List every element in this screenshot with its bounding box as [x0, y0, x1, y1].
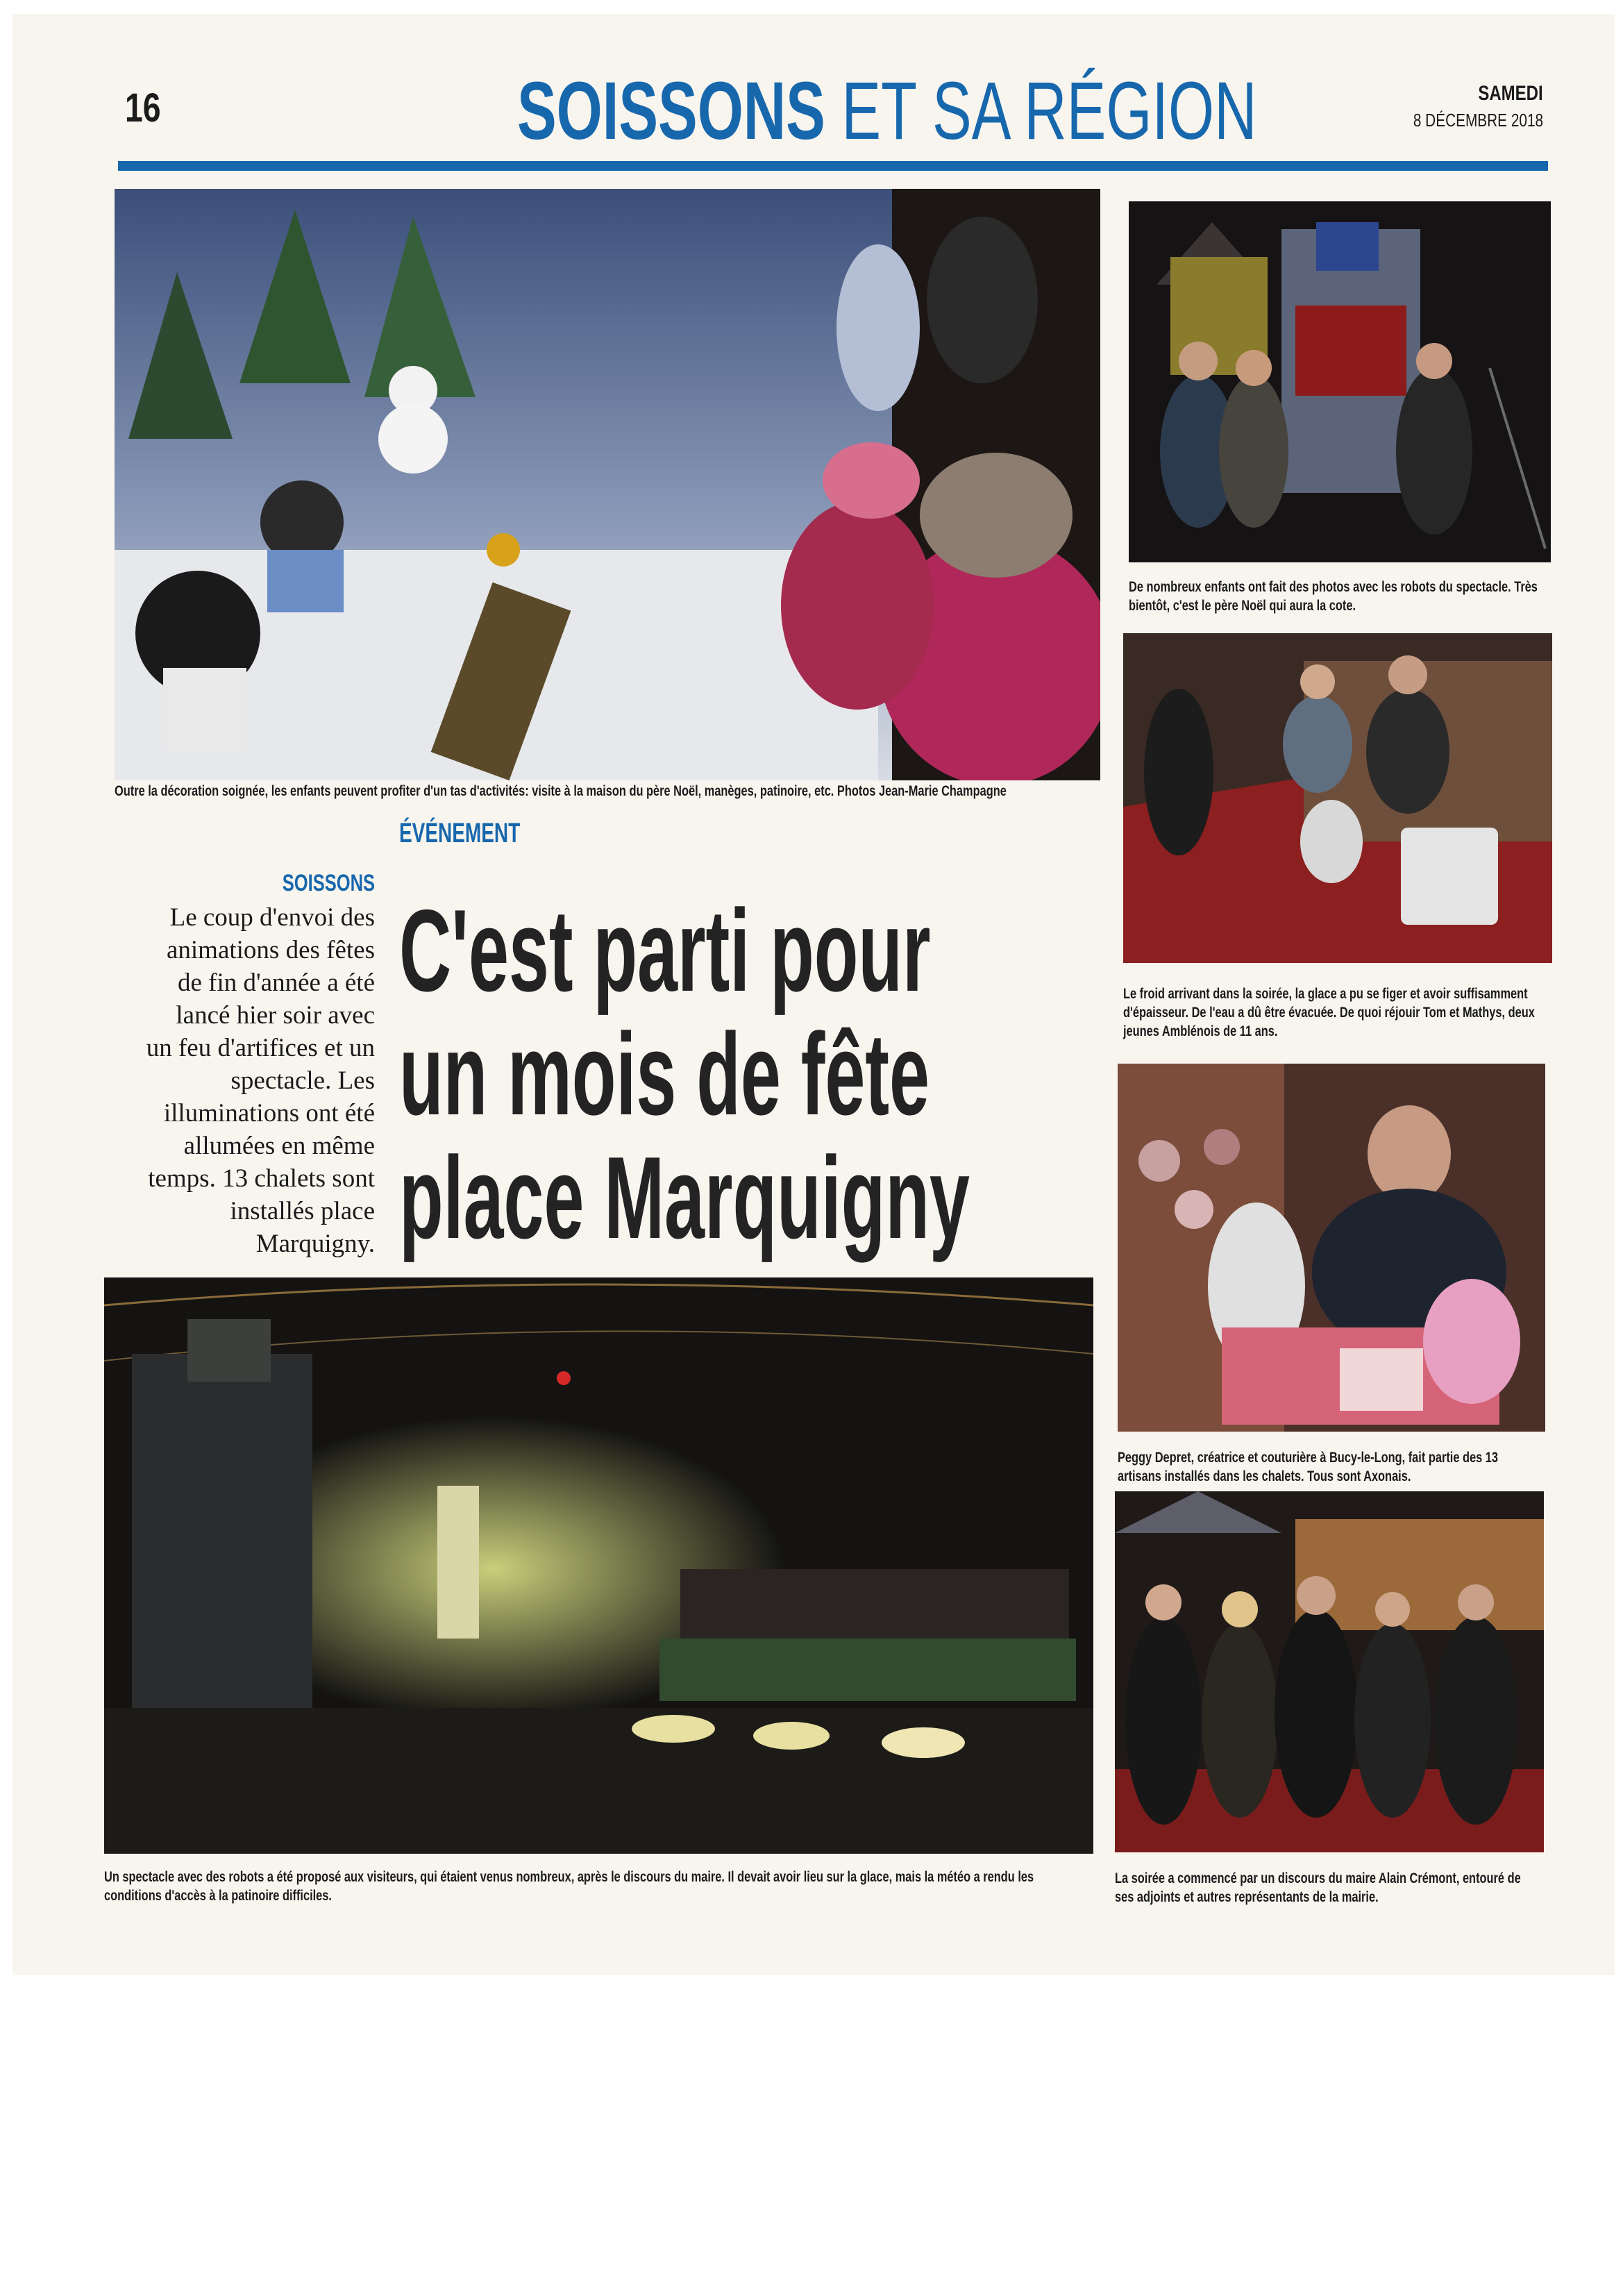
headline [399, 885, 970, 1263]
show-photo [104, 1277, 1093, 1854]
main-photo-caption: Outre la décoration soignée, les enfants peuvent profiter d'un tas d'activités: visite à la maison du père Noël, manèges, patinoire, etc. Photos Jean-Marie Champagne [115, 783, 1007, 799]
header-rule [118, 161, 1548, 171]
skating-photo-caption: Le froid arrivant dans la soirée, la glace a pu se figer et avoir suffisamment d'épaisseur. De l'eau a dû être évacuée. De quoi réjouir Tom et Mathys, deux jeunes Amblénois de 11 ans. [1123, 986, 1535, 1039]
section-title-bold: SOISSONS [517, 65, 825, 157]
show-photo-caption: Un spectacle avec des robots a été proposé aux visiteurs, qui étaient venus nombreux, après le discours du maire. Il devait avoir lieu sur la glace, mais la météo a rendu les conditions d'accès à la patinoire difficiles. [104, 1869, 1034, 1904]
mayor-photo [1115, 1491, 1544, 1852]
section-title-rest: ET SA RÉGION [841, 65, 1257, 157]
robots-photo-caption: De nombreux enfants ont fait des photos avec les robots du spectacle. Très bientôt, c'est le père Noël qui aura la cote. [1129, 579, 1538, 614]
date-day: SAMEDI [1478, 82, 1543, 105]
headline-line: un mois de fête [399, 1009, 930, 1139]
section-title [517, 64, 1256, 158]
lead-city: SOISSONS [282, 870, 375, 896]
headline-line: place Marquigny [399, 1132, 970, 1263]
headline-line: C'est parti pour [399, 885, 931, 1016]
page-number: 16 [125, 85, 161, 131]
main-photo [115, 189, 1100, 780]
lead-text: Le coup d'envoi des animations des fêtes de fin d'année a été lancé hier soir avec un feu d'artifices et un spectacle. Les illuminations ont été allumées en même temps. 13 chalets sont installés place Marquigny. [146, 903, 375, 1258]
date-full: 8 DÉCEMBRE 2018 [1413, 110, 1543, 131]
craft-photo-caption: Peggy Depret, créatrice et couturière à Bucy-le-Long, fait partie des 13 artisans installés dans les chalets. Tous sont Axonais. [1118, 1450, 1498, 1484]
skating-photo [1123, 633, 1552, 963]
mayor-photo-caption: La soirée a commencé par un discours du maire Alain Crémont, entouré de ses adjoints et autres représentants de la mairie. [1115, 1870, 1521, 1905]
craft-photo [1118, 1064, 1545, 1432]
article-kicker: ÉVÉNEMENT [399, 818, 521, 848]
robots-photo [1129, 201, 1551, 562]
